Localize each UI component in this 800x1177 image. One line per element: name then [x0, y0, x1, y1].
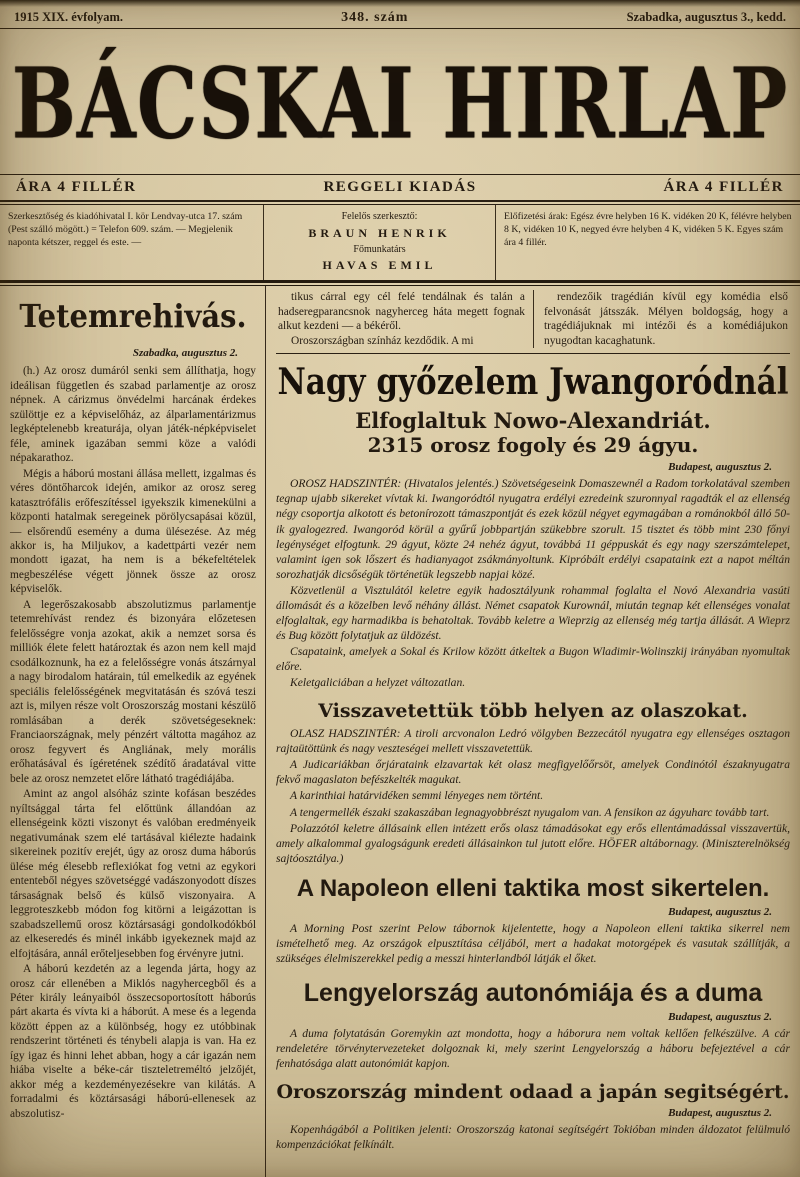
paragraph: Amint az angol alsóház szinte kofásan beszédes nyíltsággal tárta fel előttünk állandóan az ellenségeink közti viszonyt és valóban eredményeik negativumának szem elé tartásával kiélezte hadaink sikereinek pozitív erejét, úgy az orosz duma háborús ülése még élesebb reflexiókat fog vetni az egykori ententeből négyes szövetséggé vadászonyodott díszes társaságnak belső és külső viszonyaira. A leggroteszkebb módon fog kitörni a leigázottan is szabadszellemű orosz köztársasági gondolkodókból az elkeseredés és minél inkább igyekeznek majd az elfojtására, annál erőteljesebben fog érvényre jutni. [10, 788, 256, 960]
contributor-name: HAVAS EMIL [322, 258, 437, 273]
article-body [276, 476, 790, 690]
article-headline: Oroszország mindent odaad a japán segitségért. [276, 1081, 790, 1104]
article-headline: Visszavetettük több helyen az olaszokat. [318, 700, 748, 723]
article-italians-repulsed [276, 700, 790, 866]
article-headline: Nagy győzelem Jwangoródnál [277, 361, 789, 404]
editors-block [264, 205, 496, 280]
price-left: ÁRA 4 FILLÉR [16, 179, 137, 195]
paragraph: rendezőik tragédián kívül egy komédia első felvonását játsszák. Mélyen boldogság, hogy a tragédiájuknak mi intézői és a komédiájukon nyugodtan kacaghatunk. [544, 291, 788, 347]
paragraph: Kopenhágából a Politiken jelenti: Oroszország katonai segítségért Tokióban minden áldozatot felülmuló kompenzációkat felkínált. [276, 1123, 790, 1152]
paragraph: Polazzótól keletre állásaink ellen intézett erős olasz támadásokat egy erős ellentámadással visszavertük, amely alkalommal gyalogságunk eredeti állásainkon tul jutott előre. HÖFER altábornagy. (Miniszterelnökség sajtóosztálya.) [276, 821, 790, 865]
office-address: Szerkesztőség és kiadóhivatal I. kör Lendvay-utca 17. szám (Pest szálló mögött.) = Telefon 609. szám. — Megjelenik naponta kétszer, reggel és este. — [0, 205, 264, 280]
article-body [276, 726, 790, 866]
article-dateline: Budapest, augusztus 2. [668, 1107, 772, 1120]
paragraph: A duma folytatásán Goremykin azt mondotta, hogy a háborura nem voltak kellően felkészülve. A cár rendeletére törvénytervezeteket dolgoznak ki, mely szerint Lengyelország a háboru befejeztével a cár fenhatósága alatt autonómiát kapjon. [276, 1026, 790, 1070]
continuation-column-1 [276, 290, 533, 348]
article-body [276, 1026, 790, 1071]
price-edition-bar [0, 175, 800, 200]
article-subhead: 2315 orosz fogoly és 29 ágyu. [367, 433, 699, 458]
continuation-column-2 [533, 290, 790, 348]
paragraph: Oroszországban színház kezdődik. A mi [291, 334, 474, 347]
lead-article-body [10, 364, 256, 1121]
masthead [0, 29, 800, 174]
article-dateline: Budapest, augusztus 2. [668, 1010, 772, 1023]
paragraph: A karinthiai határvidéken semmi lényeges nem történt. [290, 789, 544, 803]
paragraph: Közvetlenül a Visztulától keletre egyik hadosztályunk rohammal foglalta el Novó Alexandria vasúti állomását és a közelben levő néhány állást. Német csapatok Kurownál, miután tegnap két ellenséges vonalat elfoglaltak, egy harmadikba is behatoltak. Tovább keletre a Wieprzig az ellenség még tartja állását. A Wieprz és Bug között folytatjuk az üldözést. [276, 583, 790, 642]
article-body [276, 921, 790, 966]
lead-article-column [0, 286, 266, 1177]
date-label: Szabadka, augusztus 3., kedd. [626, 10, 786, 24]
paragraph: OROSZ HADSZINTÉR: (Hivatalos jelentés.) Szövetségeseink Domaszewnél a Radom torkolatával szemben tegnap ujabb sikereket vívtak ki. Iwangoródtól nyugatra erdélyi ezredeink szuronnyal ragadták el az ellenség négy csoportja alkotott és betonírozott támaszpontját és ezek közül négyet egymagában a románokból álló 50-ik gyalogezred. Iwangoród körül a gyűrű jobbpartján szükebbre szorult. 15 tisztet és több mint 230 főnyi legénységet elfogtunk. 29 ágyut, közte 24 nehéz ágyut, továbbá 11 géppuskát és egy nagy szerszámtelepet, valamint igen sok lőszert és hadianyagot zsákmányoltunk. Kipróbált erdélyi csapataink ezt a napot méltán sorozhatják dicsőségük történetük legszebb napjai közé. [276, 477, 790, 581]
newspaper-title: BÁCSKAI HIRLAP [11, 46, 789, 161]
paragraph: OLASZ HADSZINTÉR: A tiroli arcvonalon Ledró völgyben Bezzecától nyugatra egy ellenséges osztagon rajtaütöttünk és nagy veszteségei mellett visszavetettük. [276, 727, 790, 756]
paragraph: A Judicariákban őrjárataink elzavartak két olasz megfigyelőőrsöt, amelyek Condinótól északnyugatra fekvő magaslaton befészkelték magukat. [276, 758, 790, 787]
issue-number: 348. szám [341, 10, 409, 25]
article-russia-japan-help [276, 1081, 790, 1152]
paragraph: A háború kezdetén az a legenda járta, hogy az orosz cár ellenében a Miklós nagyhercegből és a Péter király leányaiból összecsoportosított háborús párt akarta és vívta ki a háborút. A mese és a legenda között éppen az a különbség, hogy ez utóbbinak rendszerint történeti és ténybeli alapja is van. Ha ez így igaz és hinni lehet abban, hogy a cár igazán nem hiába viselte a béke-cár tiszteletreméltó jelzőjét, akkor még a kezdeményezésekre van kilátás. A forradalmi és köztársasági háború-ellenesek az abszolutisz- [10, 963, 256, 1120]
article-body [276, 1122, 790, 1152]
paragraph: A tengermellék északi szakaszában legnagyobbrészt nyugalom van. A fensikon az ágyuharc tovább tart. [290, 805, 770, 819]
volume-label: 1915 XIX. évfolyam. [14, 10, 124, 24]
article-subhead: Elfoglaltuk Nowo-Alexandriát. [355, 408, 711, 434]
article-headline: A Napoleon elleni taktika most sikertelen. [296, 874, 770, 902]
article-poland-autonomy [276, 980, 790, 1071]
paragraph: Mégis a háború mostani állása mellett, izgalmas és véres döntőharcok idején, amikor az orosz sereg katasztrófális erőfeszítéssel igyekszik kimenekülni a központi hatalmak seregeinek pörölycsapásai közül, — elsőrendű esemény a duma ülésezése. Az még akkor is, ha Miljukov, a kadettpárti vezér nem mondott igazat, ha nem is a békefeltételek megbeszélése végett jönnek össze az orosz képviselők. [10, 467, 256, 596]
edition-label: REGGELI KIADÁS [323, 179, 477, 195]
imprint-row [0, 205, 800, 280]
editor-name: BRAUN HENRIK [308, 225, 451, 240]
paragraph: Keletgaliciában a helyzet változatlan. [290, 676, 466, 690]
lead-dateline: Szabadka, augusztus 2. [132, 347, 238, 360]
paragraph: (h.) Az orosz dumáról senki sem állíthatja, hogy ideálisan független és szabad parlamentje az orosz népnek. A cárizmus önvédelmi harcának érdekes szülöttje ez a képviselőház, az álparlamentárizmus legképtelenebb kreaturája, olyan játék-népképviselet féle, aminek igazában semmi köze a valódi népakarathoz. [10, 365, 256, 465]
paragraph: Csapataink, amelyek a Sokal és Krilow között átkeltek a Bugon Wladimir-Wolinszkij irányában nyomultak előre. [276, 645, 790, 674]
contributor-label: Főmunkatárs [353, 243, 406, 255]
price-right: ÁRA 4 FILLÉR [663, 179, 784, 195]
article-victory-iwangorod [276, 361, 790, 690]
main-column [266, 286, 800, 1177]
paragraph: A Morning Post szerint Pelow tábornok kijelentette, hogy a Napoleon elleni taktika sikerrel nem ismételhető meg. Az országok elpusztítása céljából, mert a hadakat motorgépek és vasutak szállítják, a szükséges élelmiszerekkel pedig a messzi hinterlandból látják el őket. [276, 921, 790, 965]
article-headline: Lengyelország autonómiája és a duma [303, 978, 763, 1007]
article-dateline: Budapest, augusztus 2. [668, 461, 772, 474]
lead-article-title: Tetemrehivás. [19, 297, 247, 335]
lead-article-continuation [276, 290, 790, 354]
subscription-rates: Előfizetési árak: Egész évre helyben 16 K. vidéken 20 K, félévre helyben 8 K, vidéken 10 K, negyed évre helyben 4 K, vidéken 5 K. Egyes szám ára 4 fillér. [504, 211, 792, 249]
article-dateline: Budapest, augusztus 2. [668, 905, 772, 918]
editor-label: Felelős szerkesztő: [341, 211, 418, 222]
page-body [0, 286, 800, 1177]
paragraph: A legerőszakosabb abszolutizmus parlamentje tetemrehívást rendez és bizonyára előzetesen felelősségre vonja azokat, akik a nemzet sorsa és milliók élete felett határoztak és azon nem kell majd csodálkoznunk, ha ez a felelősségre vonás átszárnyal a nagy birodalom határain, túl emelkedik az egyének speciális felelősségének megvitatásán és szóvá teszi azt is, milyen része volt Oroszország mostani készülő romlásában a derék szövetségeseknek: Franciaországnak, mely pénzért váltotta magához az orosz fegyvert és Angliának, mely morális erőhatásával és ígéretének szédítő áradatával vitte bele az orosz nemzetet előre látható tragédiájába. [10, 598, 256, 785]
article-napoleon-tactic [276, 876, 790, 966]
paragraph: tikus cárral egy cél felé tendálnak és talán a hadseregparancsnok nagyherceg háta megett fognak alkut kezdeni — a békéről. [278, 291, 525, 333]
issue-info-bar [0, 0, 800, 29]
